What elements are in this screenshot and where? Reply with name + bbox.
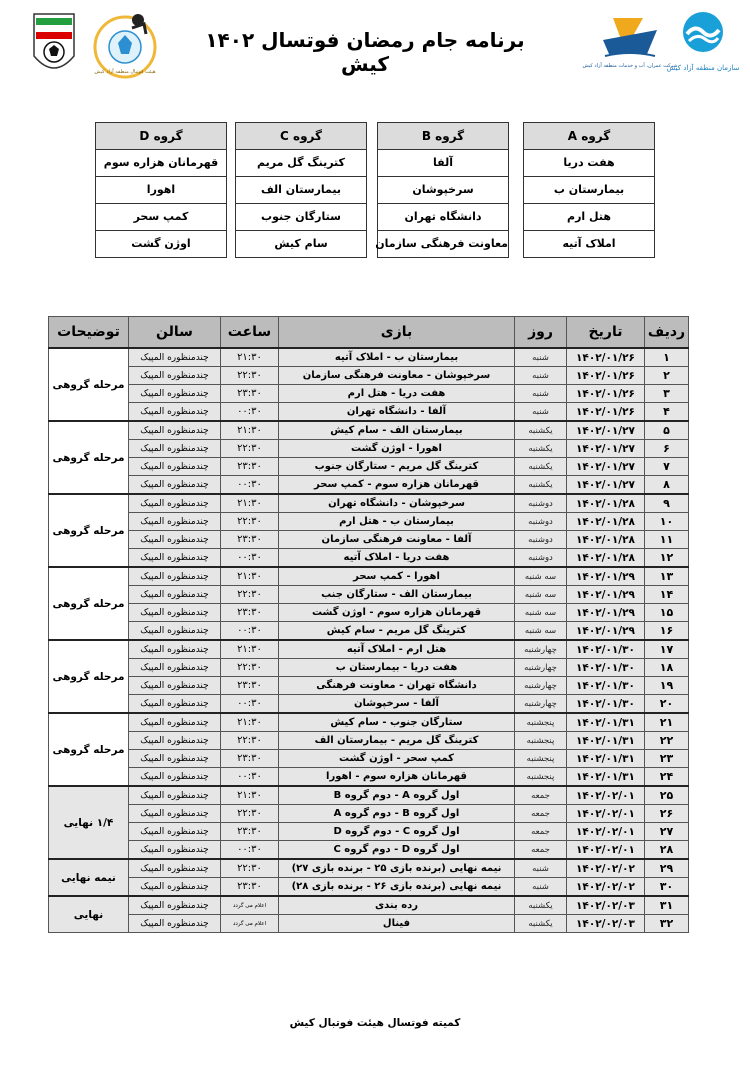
table-row <box>49 586 689 604</box>
row-day: یکشنبه <box>515 458 567 476</box>
row-venue: چندمنظوره المپیک <box>129 896 221 915</box>
row-index: ۲ <box>645 367 689 385</box>
row-venue: چندمنظوره المپیک <box>129 677 221 695</box>
row-venue: چندمنظوره المپیک <box>129 385 221 403</box>
row-time: اعلام می گردد <box>221 896 279 915</box>
row-date: ۱۴۰۲/۰۱/۳۰ <box>567 695 645 714</box>
row-venue: چندمنظوره المپیک <box>129 513 221 531</box>
row-match: کترینگ گل مریم - سام کیش <box>279 622 515 641</box>
row-match: اول گروه A - دوم گروه B <box>279 786 515 805</box>
row-date: ۱۴۰۲/۰۱/۲۶ <box>567 385 645 403</box>
row-time: ۲۲:۳۰ <box>221 586 279 604</box>
row-match: ستارگان جنوب - سام کیش <box>279 713 515 732</box>
kish-free-zone-logo <box>666 8 740 76</box>
row-index: ۳۲ <box>645 915 689 933</box>
row-date: ۱۴۰۲/۰۱/۳۱ <box>567 768 645 787</box>
row-time: ۲۲:۳۰ <box>221 732 279 750</box>
group-a-team: املاک آتیه <box>524 230 654 257</box>
row-index: ۱۸ <box>645 659 689 677</box>
row-day: یکشنبه <box>515 896 567 915</box>
row-index: ۱۱ <box>645 531 689 549</box>
row-time: ۰۰:۳۰ <box>221 622 279 641</box>
row-index: ۶ <box>645 440 689 458</box>
table-row <box>49 440 689 458</box>
schedule-body <box>49 348 689 933</box>
group-d-team: اهورا <box>96 176 226 203</box>
row-index: ۵ <box>645 421 689 440</box>
row-time: ۲۳:۳۰ <box>221 750 279 768</box>
group-b-title: گروه B <box>378 123 508 149</box>
row-time: ۲۱:۳۰ <box>221 494 279 513</box>
row-day: چهارشنبه <box>515 659 567 677</box>
table-row <box>49 640 689 659</box>
table-row <box>49 915 689 933</box>
group-d-team: قهرمانان هزاره سوم <box>96 149 226 176</box>
row-date: ۱۴۰۲/۰۱/۳۰ <box>567 677 645 695</box>
table-row <box>49 677 689 695</box>
table-row <box>49 695 689 714</box>
row-venue: چندمنظوره المپیک <box>129 878 221 897</box>
row-time: ۲۲:۳۰ <box>221 440 279 458</box>
group-a-title: گروه A <box>524 123 654 149</box>
row-index: ۱۷ <box>645 640 689 659</box>
row-index: ۱ <box>645 348 689 367</box>
row-index: ۱۹ <box>645 677 689 695</box>
row-day: یکشنبه <box>515 476 567 495</box>
row-date: ۱۴۰۲/۰۱/۳۱ <box>567 750 645 768</box>
stage-note: مرحله گروهی <box>49 494 129 567</box>
row-date: ۱۴۰۲/۰۲/۰۱ <box>567 823 645 841</box>
group-c-team: ستارگان جنوب <box>236 203 366 230</box>
row-match: آلفا - معاونت فرهنگی سازمان <box>279 531 515 549</box>
row-venue: چندمنظوره المپیک <box>129 549 221 568</box>
table-row <box>49 531 689 549</box>
page-title: برنامه جام رمضان فوتسال ۱۴۰۲ کیش <box>205 28 525 76</box>
group-c-title: گروه C <box>236 123 366 149</box>
row-index: ۲۲ <box>645 732 689 750</box>
row-match: سرخپوشان - معاونت فرهنگی سازمان <box>279 367 515 385</box>
row-venue: چندمنظوره المپیک <box>129 367 221 385</box>
row-date: ۱۴۰۲/۰۱/۲۸ <box>567 513 645 531</box>
table-row <box>49 385 689 403</box>
header-time: ساعت <box>221 317 279 349</box>
row-day: چهارشنبه <box>515 640 567 659</box>
row-day: یکشنبه <box>515 915 567 933</box>
group-a-team: هتل ارم <box>524 203 654 230</box>
row-day: یکشنبه <box>515 440 567 458</box>
row-venue: چندمنظوره المپیک <box>129 604 221 622</box>
row-index: ۹ <box>645 494 689 513</box>
row-date: ۱۴۰۲/۰۲/۰۳ <box>567 896 645 915</box>
group-b-team: معاونت فرهنگی سازمان <box>378 230 508 257</box>
row-match: قهرمانان هزاره سوم - اوژن گشت <box>279 604 515 622</box>
row-match: قهرمانان هزاره سوم - کمپ سحر <box>279 476 515 495</box>
row-match: قهرمانان هزاره سوم - اهورا <box>279 768 515 787</box>
row-time: ۲۳:۳۰ <box>221 531 279 549</box>
stage-note: نهایی <box>49 896 129 933</box>
row-date: ۱۴۰۲/۰۱/۲۷ <box>567 476 645 495</box>
row-time: ۰۰:۳۰ <box>221 403 279 422</box>
row-time: ۰۰:۳۰ <box>221 549 279 568</box>
row-time: ۲۱:۳۰ <box>221 713 279 732</box>
row-venue: چندمنظوره المپیک <box>129 915 221 933</box>
row-match: بیمارستان الف - ستارگان جنب <box>279 586 515 604</box>
row-date: ۱۴۰۲/۰۱/۲۹ <box>567 622 645 641</box>
row-date: ۱۴۰۲/۰۱/۲۶ <box>567 367 645 385</box>
row-match: اول گروه C - دوم گروه D <box>279 823 515 841</box>
row-match: اهورا - کمپ سحر <box>279 567 515 586</box>
row-date: ۱۴۰۲/۰۱/۳۰ <box>567 640 645 659</box>
row-date: ۱۴۰۲/۰۱/۲۸ <box>567 494 645 513</box>
row-index: ۱۶ <box>645 622 689 641</box>
row-day: دوشنبه <box>515 549 567 568</box>
stage-note: مرحله گروهی <box>49 348 129 421</box>
stage-note: مرحله گروهی <box>49 567 129 640</box>
row-day: سه شنبه <box>515 586 567 604</box>
row-date: ۱۴۰۲/۰۱/۲۷ <box>567 458 645 476</box>
kish-water-company-logo <box>582 10 678 72</box>
row-date: ۱۴۰۲/۰۱/۲۶ <box>567 348 645 367</box>
group-b-box <box>377 122 509 258</box>
row-match: کمپ سحر - اوژن گشت <box>279 750 515 768</box>
table-row <box>49 859 689 878</box>
header-match: بازی <box>279 317 515 349</box>
footer-committee: کمیته فوتسال هیئت فوتبال کیش <box>289 1017 461 1029</box>
row-day: پنجشنبه <box>515 750 567 768</box>
group-c-box <box>235 122 367 258</box>
row-match: فینال <box>279 915 515 933</box>
row-venue: چندمنظوره المپیک <box>129 805 221 823</box>
table-row <box>49 513 689 531</box>
row-match: کترینگ گل مریم - ستارگان جنوب <box>279 458 515 476</box>
logo-right-caption: سازمان منطقه آزاد کیش <box>666 64 740 72</box>
row-day: شنبه <box>515 367 567 385</box>
table-row <box>49 348 689 367</box>
row-date: ۱۴۰۲/۰۱/۲۸ <box>567 531 645 549</box>
table-row <box>49 604 689 622</box>
row-date: ۱۴۰۲/۰۱/۲۷ <box>567 440 645 458</box>
row-venue: چندمنظوره المپیک <box>129 768 221 787</box>
row-match: اول گروه D - دوم گروه C <box>279 841 515 860</box>
row-date: ۱۴۰۲/۰۱/۲۹ <box>567 567 645 586</box>
row-time: ۲۲:۳۰ <box>221 513 279 531</box>
row-match: سرخپوشان - دانشگاه تهران <box>279 494 515 513</box>
row-index: ۱۳ <box>645 567 689 586</box>
table-row <box>49 458 689 476</box>
row-day: یکشنبه <box>515 421 567 440</box>
table-row <box>49 622 689 641</box>
row-venue: چندمنظوره المپیک <box>129 695 221 714</box>
row-index: ۳۱ <box>645 896 689 915</box>
row-venue: چندمنظوره المپیک <box>129 622 221 641</box>
row-match: اهورا - اوژن گشت <box>279 440 515 458</box>
row-index: ۱۰ <box>645 513 689 531</box>
row-match: رده بندی <box>279 896 515 915</box>
table-row <box>49 732 689 750</box>
row-date: ۱۴۰۲/۰۱/۲۶ <box>567 403 645 422</box>
row-match: آلفا - سرخپوشان <box>279 695 515 714</box>
row-venue: چندمنظوره المپیک <box>129 640 221 659</box>
row-time: ۲۱:۳۰ <box>221 640 279 659</box>
row-date: ۱۴۰۲/۰۱/۳۱ <box>567 713 645 732</box>
row-time: ۲۲:۳۰ <box>221 805 279 823</box>
row-index: ۲۶ <box>645 805 689 823</box>
row-date: ۱۴۰۲/۰۲/۰۳ <box>567 915 645 933</box>
group-d-box <box>95 122 227 258</box>
group-b-team: سرخپوشان <box>378 176 508 203</box>
stage-note: مرحله گروهی <box>49 640 129 713</box>
table-row <box>49 878 689 897</box>
row-time: ۲۲:۳۰ <box>221 859 279 878</box>
row-time: ۲۳:۳۰ <box>221 677 279 695</box>
stage-note: مرحله گروهی <box>49 713 129 786</box>
row-time: ۲۳:۳۰ <box>221 878 279 897</box>
row-venue: چندمنظوره المپیک <box>129 859 221 878</box>
row-time: ۲۱:۳۰ <box>221 348 279 367</box>
row-day: پنجشنبه <box>515 732 567 750</box>
kish-football-board-logo <box>90 10 160 80</box>
row-day: دوشنبه <box>515 494 567 513</box>
stage-note: ۱/۴ نهایی <box>49 786 129 859</box>
row-time: ۲۳:۳۰ <box>221 823 279 841</box>
row-venue: چندمنظوره المپیک <box>129 567 221 586</box>
row-time: ۲۱:۳۰ <box>221 421 279 440</box>
row-date: ۱۴۰۲/۰۱/۲۹ <box>567 604 645 622</box>
group-a-team: بیمارستان ب <box>524 176 654 203</box>
row-venue: چندمنظوره المپیک <box>129 403 221 422</box>
header-venue: سالن <box>129 317 221 349</box>
group-a-team: هفت دریا <box>524 149 654 176</box>
row-index: ۲۱ <box>645 713 689 732</box>
stage-note: نیمه نهایی <box>49 859 129 896</box>
row-index: ۲۵ <box>645 786 689 805</box>
table-row <box>49 768 689 787</box>
row-date: ۱۴۰۲/۰۱/۳۱ <box>567 732 645 750</box>
table-row <box>49 476 689 495</box>
row-venue: چندمنظوره المپیک <box>129 732 221 750</box>
row-time: ۲۲:۳۰ <box>221 659 279 677</box>
row-date: ۱۴۰۲/۰۲/۰۱ <box>567 805 645 823</box>
row-time: ۰۰:۳۰ <box>221 476 279 495</box>
row-day: پنجشنبه <box>515 768 567 787</box>
row-match: بیمارستان الف - سام کیش <box>279 421 515 440</box>
table-row <box>49 403 689 422</box>
row-venue: چندمنظوره المپیک <box>129 786 221 805</box>
row-time: ۲۳:۳۰ <box>221 604 279 622</box>
table-row <box>49 567 689 586</box>
group-d-team: کمپ سحر <box>96 203 226 230</box>
row-day: دوشنبه <box>515 531 567 549</box>
row-index: ۲۸ <box>645 841 689 860</box>
row-day: شنبه <box>515 878 567 897</box>
table-row <box>49 367 689 385</box>
row-venue: چندمنظوره المپیک <box>129 659 221 677</box>
row-venue: چندمنظوره المپیک <box>129 586 221 604</box>
group-d-title: گروه D <box>96 123 226 149</box>
row-day: سه شنبه <box>515 567 567 586</box>
table-row <box>49 823 689 841</box>
group-c-team: سام کیش <box>236 230 366 257</box>
row-day: جمعه <box>515 805 567 823</box>
row-date: ۱۴۰۲/۰۱/۲۹ <box>567 586 645 604</box>
row-date: ۱۴۰۲/۰۲/۰۱ <box>567 841 645 860</box>
row-match: هتل ارم - املاک آتیه <box>279 640 515 659</box>
table-row <box>49 713 689 732</box>
groups-section <box>0 122 750 254</box>
table-row <box>49 805 689 823</box>
row-match: هفت دریا - املاک آتیه <box>279 549 515 568</box>
row-date: ۱۴۰۲/۰۲/۰۱ <box>567 786 645 805</box>
row-match: آلفا - دانشگاه تهران <box>279 403 515 422</box>
row-day: جمعه <box>515 786 567 805</box>
row-index: ۸ <box>645 476 689 495</box>
row-match: دانشگاه تهران - معاونت فرهنگی <box>279 677 515 695</box>
row-day: شنبه <box>515 403 567 422</box>
row-date: ۱۴۰۲/۰۱/۲۷ <box>567 421 645 440</box>
schedule-header-row <box>49 317 689 349</box>
row-venue: چندمنظوره المپیک <box>129 494 221 513</box>
row-match: هفت دریا - هتل ارم <box>279 385 515 403</box>
row-match: نیمه نهایی (برنده بازی ۲۵ - برنده بازی ۲۷) <box>279 859 515 878</box>
table-row <box>49 786 689 805</box>
table-row <box>49 421 689 440</box>
table-row <box>49 659 689 677</box>
row-time: ۲۲:۳۰ <box>221 367 279 385</box>
table-row <box>49 841 689 860</box>
row-day: شنبه <box>515 348 567 367</box>
row-venue: چندمنظوره المپیک <box>129 841 221 860</box>
row-match: هفت دریا - بیمارستان ب <box>279 659 515 677</box>
row-index: ۳۰ <box>645 878 689 897</box>
row-match: بیمارستان ب - هتل ارم <box>279 513 515 531</box>
header-day: روز <box>515 317 567 349</box>
row-venue: چندمنظوره المپیک <box>129 823 221 841</box>
table-row <box>49 896 689 915</box>
row-time: ۲۱:۳۰ <box>221 786 279 805</box>
group-c-team: کترینگ گل مریم <box>236 149 366 176</box>
row-day: چهارشنبه <box>515 695 567 714</box>
row-match: کترینگ گل مریم - بیمارستان الف <box>279 732 515 750</box>
row-index: ۲۹ <box>645 859 689 878</box>
group-a-box <box>523 122 655 258</box>
row-index: ۱۲ <box>645 549 689 568</box>
row-day: پنجشنبه <box>515 713 567 732</box>
row-index: ۲۰ <box>645 695 689 714</box>
group-d-team: اوژن گشت <box>96 230 226 257</box>
row-day: جمعه <box>515 823 567 841</box>
row-day: جمعه <box>515 841 567 860</box>
header-idx: ردیف <box>645 317 689 349</box>
row-index: ۲۳ <box>645 750 689 768</box>
row-time: ۰۰:۳۰ <box>221 841 279 860</box>
row-day: شنبه <box>515 859 567 878</box>
table-row <box>49 549 689 568</box>
logo-ship-caption: شرکت عمران، آب و خدمات منطقه آزاد کیش <box>582 63 678 69</box>
row-day: دوشنبه <box>515 513 567 531</box>
iran-football-federation-logo <box>30 10 78 80</box>
row-index: ۱۵ <box>645 604 689 622</box>
logo-ball-caption: هیئت فوتبال منطقه آزاد کیش <box>94 69 156 75</box>
row-time: ۲۳:۳۰ <box>221 385 279 403</box>
stage-note: مرحله گروهی <box>49 421 129 494</box>
row-date: ۱۴۰۲/۰۱/۳۰ <box>567 659 645 677</box>
row-date: ۱۴۰۲/۰۲/۰۲ <box>567 878 645 897</box>
row-day: سه شنبه <box>515 604 567 622</box>
schedule-table <box>48 316 689 933</box>
row-venue: چندمنظوره المپیک <box>129 440 221 458</box>
row-venue: چندمنظوره المپیک <box>129 476 221 495</box>
table-row <box>49 494 689 513</box>
row-index: ۲۴ <box>645 768 689 787</box>
table-row <box>49 750 689 768</box>
row-date: ۱۴۰۲/۰۱/۲۸ <box>567 549 645 568</box>
row-index: ۱۴ <box>645 586 689 604</box>
row-venue: چندمنظوره المپیک <box>129 713 221 732</box>
row-day: چهارشنبه <box>515 677 567 695</box>
row-time: ۰۰:۳۰ <box>221 695 279 714</box>
row-match: بیمارستان ب - املاک آتیه <box>279 348 515 367</box>
row-index: ۴ <box>645 403 689 422</box>
row-time: اعلام می گردد <box>221 915 279 933</box>
row-day: سه شنبه <box>515 622 567 641</box>
header-note: توضیحات <box>49 317 129 349</box>
row-venue: چندمنظوره المپیک <box>129 348 221 367</box>
group-c-team: بیمارستان الف <box>236 176 366 203</box>
header-date: تاریخ <box>567 317 645 349</box>
row-venue: چندمنظوره المپیک <box>129 750 221 768</box>
row-index: ۳ <box>645 385 689 403</box>
row-date: ۱۴۰۲/۰۲/۰۲ <box>567 859 645 878</box>
row-time: ۲۳:۳۰ <box>221 458 279 476</box>
row-match: نیمه نهایی (برنده بازی ۲۶ - برنده بازی ۲۸) <box>279 878 515 897</box>
row-venue: چندمنظوره المپیک <box>129 458 221 476</box>
row-index: ۷ <box>645 458 689 476</box>
row-time: ۲۱:۳۰ <box>221 567 279 586</box>
group-b-team: دانشگاه تهران <box>378 203 508 230</box>
row-day: شنبه <box>515 385 567 403</box>
row-venue: چندمنظوره المپیک <box>129 531 221 549</box>
row-venue: چندمنظوره المپیک <box>129 421 221 440</box>
row-time: ۰۰:۳۰ <box>221 768 279 787</box>
row-index: ۲۷ <box>645 823 689 841</box>
row-match: اول گروه B - دوم گروه A <box>279 805 515 823</box>
group-b-team: آلفا <box>378 149 508 176</box>
